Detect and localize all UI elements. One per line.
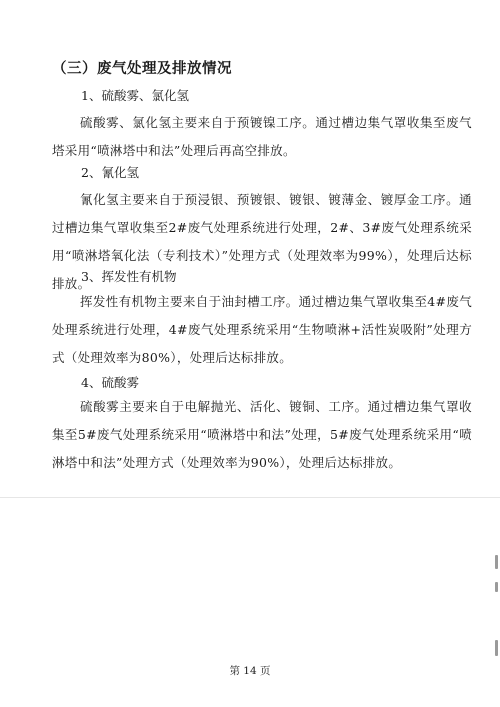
subheading-sulfuric-hcl: 1、硫酸雾、氯化氢 [81, 88, 189, 103]
paragraph-voc: 挥发性有机物主要来自于油封槽工序。通过槽边集气罩收集至4#废气处理系统进行处理，4#废气处理系统采用“生物喷淋+活性炭吸附”处理方式（处理效率为80%），处理后达标排放。 [52, 294, 472, 365]
paragraph-sulfuric-mist: 硫酸雾主要来自于电解抛光、活化、镀铜、工序。通过槽边集气罩收集至5#废气处理系统采用“喷淋塔中和法”处理，5#废气处理系统采用“喷淋塔中和法”处理方式（处理效率为90%），处理后达标排放。 [52, 399, 472, 470]
subheading-hcn: 2、氰化氢 [81, 165, 139, 180]
page-divider [0, 497, 500, 498]
scan-edge-mark [495, 582, 498, 592]
paragraph-sulfuric-hcl: 硫酸雾、氯化氢主要来自于预镀镍工序。通过槽边集气罩收集至废气塔采用“喷淋塔中和法”处理后再高空排放。 [52, 115, 472, 158]
page-number: 第 14 页 [229, 665, 271, 677]
scan-edge-mark [495, 640, 498, 656]
subheading-voc: 3、挥发性有机物 [81, 269, 177, 284]
paragraph-hcn: 氰化氢主要来自于预浸银、预镀银、镀银、镀薄金、镀厚金工序。通过槽边集气罩收集至2#废气处理系统进行处理，2#、3#废气处理系统采用“喷淋塔氧化法（专利技术）”处理方式（处理效率为99%），处理后达标排放。 [52, 192, 472, 291]
scan-edge-mark [495, 555, 498, 569]
section-heading: （三）废气处理及排放情况 [52, 61, 232, 77]
subheading-sulfuric-mist: 4、硫酸雾 [81, 375, 139, 390]
